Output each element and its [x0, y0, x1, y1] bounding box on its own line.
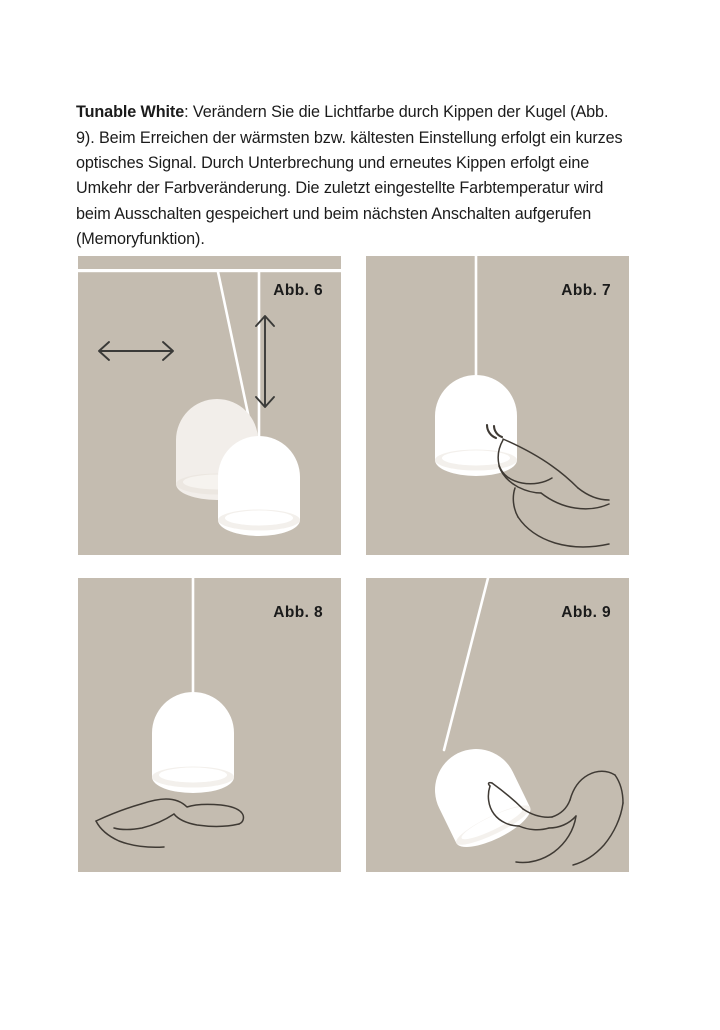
hand-flat — [96, 799, 243, 847]
abb-9-illustration — [366, 578, 629, 872]
intro-paragraph — [76, 100, 624, 252]
lamp-solid — [435, 375, 517, 476]
figure-label-abb-9: Abb. 9 — [561, 604, 611, 621]
lamp-solid — [152, 692, 234, 793]
cord-angled — [444, 578, 488, 750]
ceiling-line — [78, 269, 341, 272]
lamp-solid — [218, 436, 300, 536]
abb-6-illustration — [78, 256, 341, 555]
intro-lead: Tunable White — [76, 103, 185, 122]
intro-separator: : — [184, 103, 193, 122]
figure-grid — [78, 256, 630, 872]
figure-panel-abb-7 — [366, 256, 629, 555]
abb-8-illustration — [78, 578, 341, 872]
intro-body: Verändern Sie die Lichtfarbe durch Kippen der Kugel (Abb. 9). Beim Erreichen der wärmsten bzw. kältesten Einstellung erfolgt ein kurzes optisches Signal. Durch Unterbrechung und erneutes Kippen erfolgt eine Umkehr der Farbveränderung. Die zuletzt eingestellte Farbtemperatur wird beim Ausschalten gespeichert und beim nächsten Anschalten aufgerufen (Memoryfunktion). — [76, 103, 623, 249]
figure-label-abb-7: Abb. 7 — [561, 282, 611, 299]
figure-label-abb-8: Abb. 8 — [273, 604, 323, 621]
figure-label-abb-6: Abb. 6 — [273, 282, 323, 299]
figure-panel-abb-6 — [78, 256, 341, 555]
figure-panel-abb-9 — [366, 578, 629, 872]
figure-panel-abb-8 — [78, 578, 341, 872]
horizontal-double-arrow — [99, 342, 173, 360]
lamp-tilted — [421, 735, 536, 855]
abb-7-illustration — [366, 256, 629, 555]
